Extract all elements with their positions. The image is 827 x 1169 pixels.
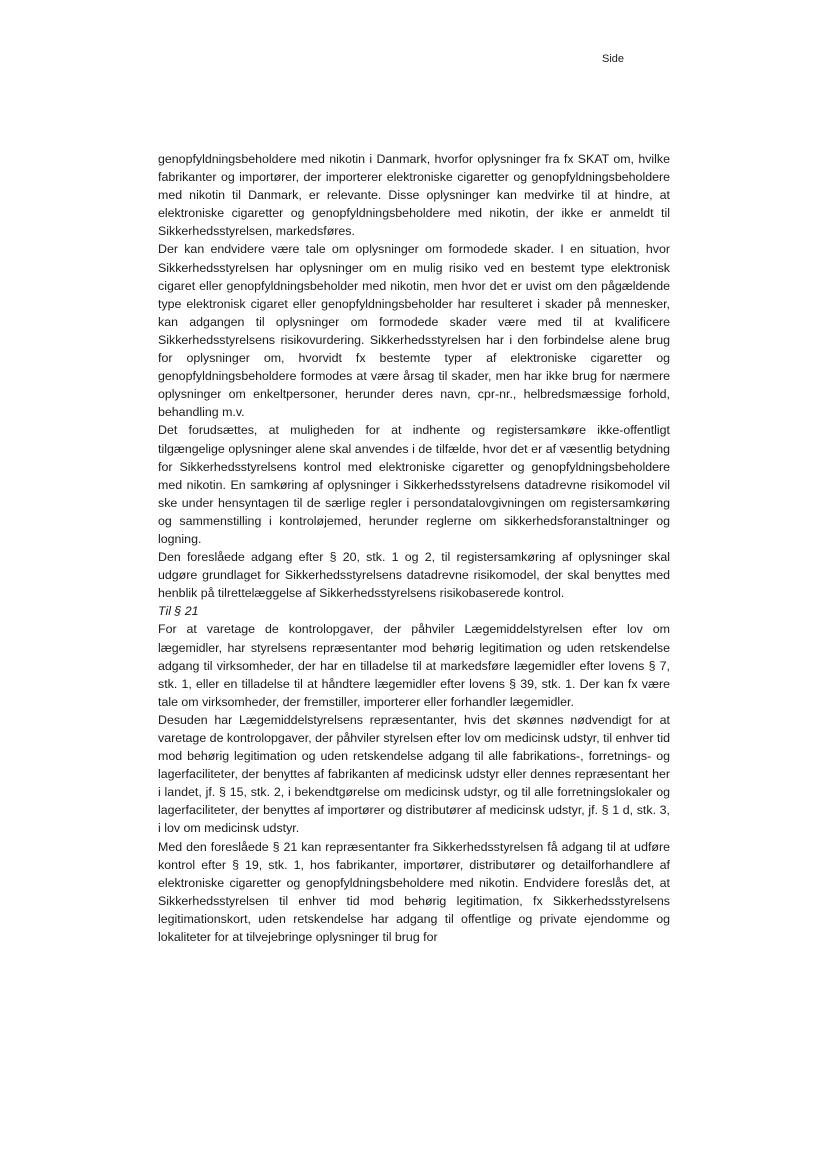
section-paragraph-2: Desuden har Lægemiddelstyrelsens repræsentanter, hvis det skønnes nødvendigt for at varetage de kontrolopgaver, der påhviler styrelsen efter lov om medicinsk udstyr, til enhver tid mod behørig legitimation og uden retskendelse adgang til alle fabrikations-, forretnings- og lagerfaciliteter, der benyttes af fabrikanten af medicinsk udstyr eller dennes repræsentant her i landet, jf. § 15, stk. 2, i bekendtgørelse om medicinsk udstyr, og til alle forretningslokaler og lagerfaciliteter, der benyttes af importører og distributører af medicinsk udstyr, jf. § 1 d, stk. 3, i lov om medicinsk udstyr. [158,712,670,836]
paragraph-3: Det forudsættes, at muligheden for at indhente og registersamkøre ikke-offentligt tilgængelige oplysninger alene skal anvendes i de tilfælde, hvor det er af væsentlig betydning for Sikkerhedsstyrelsens kontrol med elektroniske cigaretter og genopfyldningsbeholdere med nikotin. En samkøring af oplysninger i Sikkerhedsstyrelsens datadrevne risikomodel vil ske under hensyntagen til de særlige regler i persondatalovgivningen om registersamkøring og sammenstilling i kontroløjemed, herunder reglerne om sikkerhedsforanstaltninger og logning. [158,423,670,546]
section-paragraph-1: For at varetage de kontrolopgaver, der påhviler Lægemiddelstyrelsen efter lov om lægemidler, har styrelsens repræsentanter mod behørig legitimation og uden retskendelse adgang til virksomheder, der har en tilladelse til at markedsføre lægemidler efter lovens § 7, stk. 1, eller en tilladelse til at håndtere lægemidler efter lovens § 39, stk. 1. Der kan fx være tale om virksomheder, der fremstiller, importerer eller forhandler lægemidler. [158,622,670,709]
paragraph-1: genopfyldningsbeholdere med nikotin i Danmark, hvorfor oplysninger fra fx SKAT om, hvilke fabrikanter og importører, der importerer elektroniske cigaretter og genopfyldningsbeholdere med nikotin til Danmark, er relevante. Disse oplysninger kan medvirke til at hindre, at elektroniske cigaretter og genopfyldningsbeholdere med nikotin, der ikke er anmeldt til Sikkerhedsstyrelsen, markedsføres. [158,152,670,239]
section-heading: Til § 21 [158,604,199,619]
page-label: Side [602,53,625,65]
section-paragraph-3: Med den foreslåede § 21 kan repræsentanter fra Sikkerhedsstyrelsen få adgang til at udføre kontrol efter § 19, stk. 1, hos fabrikanter, importører, distributører og detailforhandlere af elektroniske cigaretter og genopfyldningsbeholdere med nikotin. Endvidere foreslås det, at Sikkerhedsstyrelsen til enhver tid mod behørig legitimation, fx Sikkerhedsstyrelsens legitimationskort, uden retskendelse har adgang til offentlige og private ejendomme og lokaliteter for at tilvejebringe oplysninger til brug for [158,839,670,945]
paragraph-2: Der kan endvidere være tale om oplysninger om formodede skader. I en situation, hvor Sikkerhedsstyrelsen har oplysninger om en mulig risiko ved en bestemt type elektronisk cigaret eller genopfyldningsbeholder med nikotin, men hvor det er uvist om den pågældende type elektronisk cigaret eller genopfyldningsbeholder har resulteret i skader på mennesker, kan adgangen til oplysninger om formodede skader være med til at kvalificere Sikkerhedsstyrelsens risikovurdering. Sikkerhedsstyrelsen har i den forbindelse alene brug for oplysninger om, hvorvidt fx bestemte typer af elektroniske cigaretter og genopfyldningsbeholdere formodes at være årsag til skader, men har ikke brug for nærmere oplysninger om enkeltpersoner, herunder deres navn, cpr-nr., helbredsmæssige forhold, behandling m.v. [158,242,670,420]
paragraph-4: Den foreslåede adgang efter § 20, stk. 1 og 2, til registersamkøring af oplysninger skal udgøre grundlaget for Sikkerhedsstyrelsens datadrevne risikomodel, der skal benyttes med henblik på tilrettelæggelse af Sikkerhedsstyrelsens risikobaserede kontrol. [158,550,670,601]
document-body [158,150,670,946]
page-header [602,53,624,65]
